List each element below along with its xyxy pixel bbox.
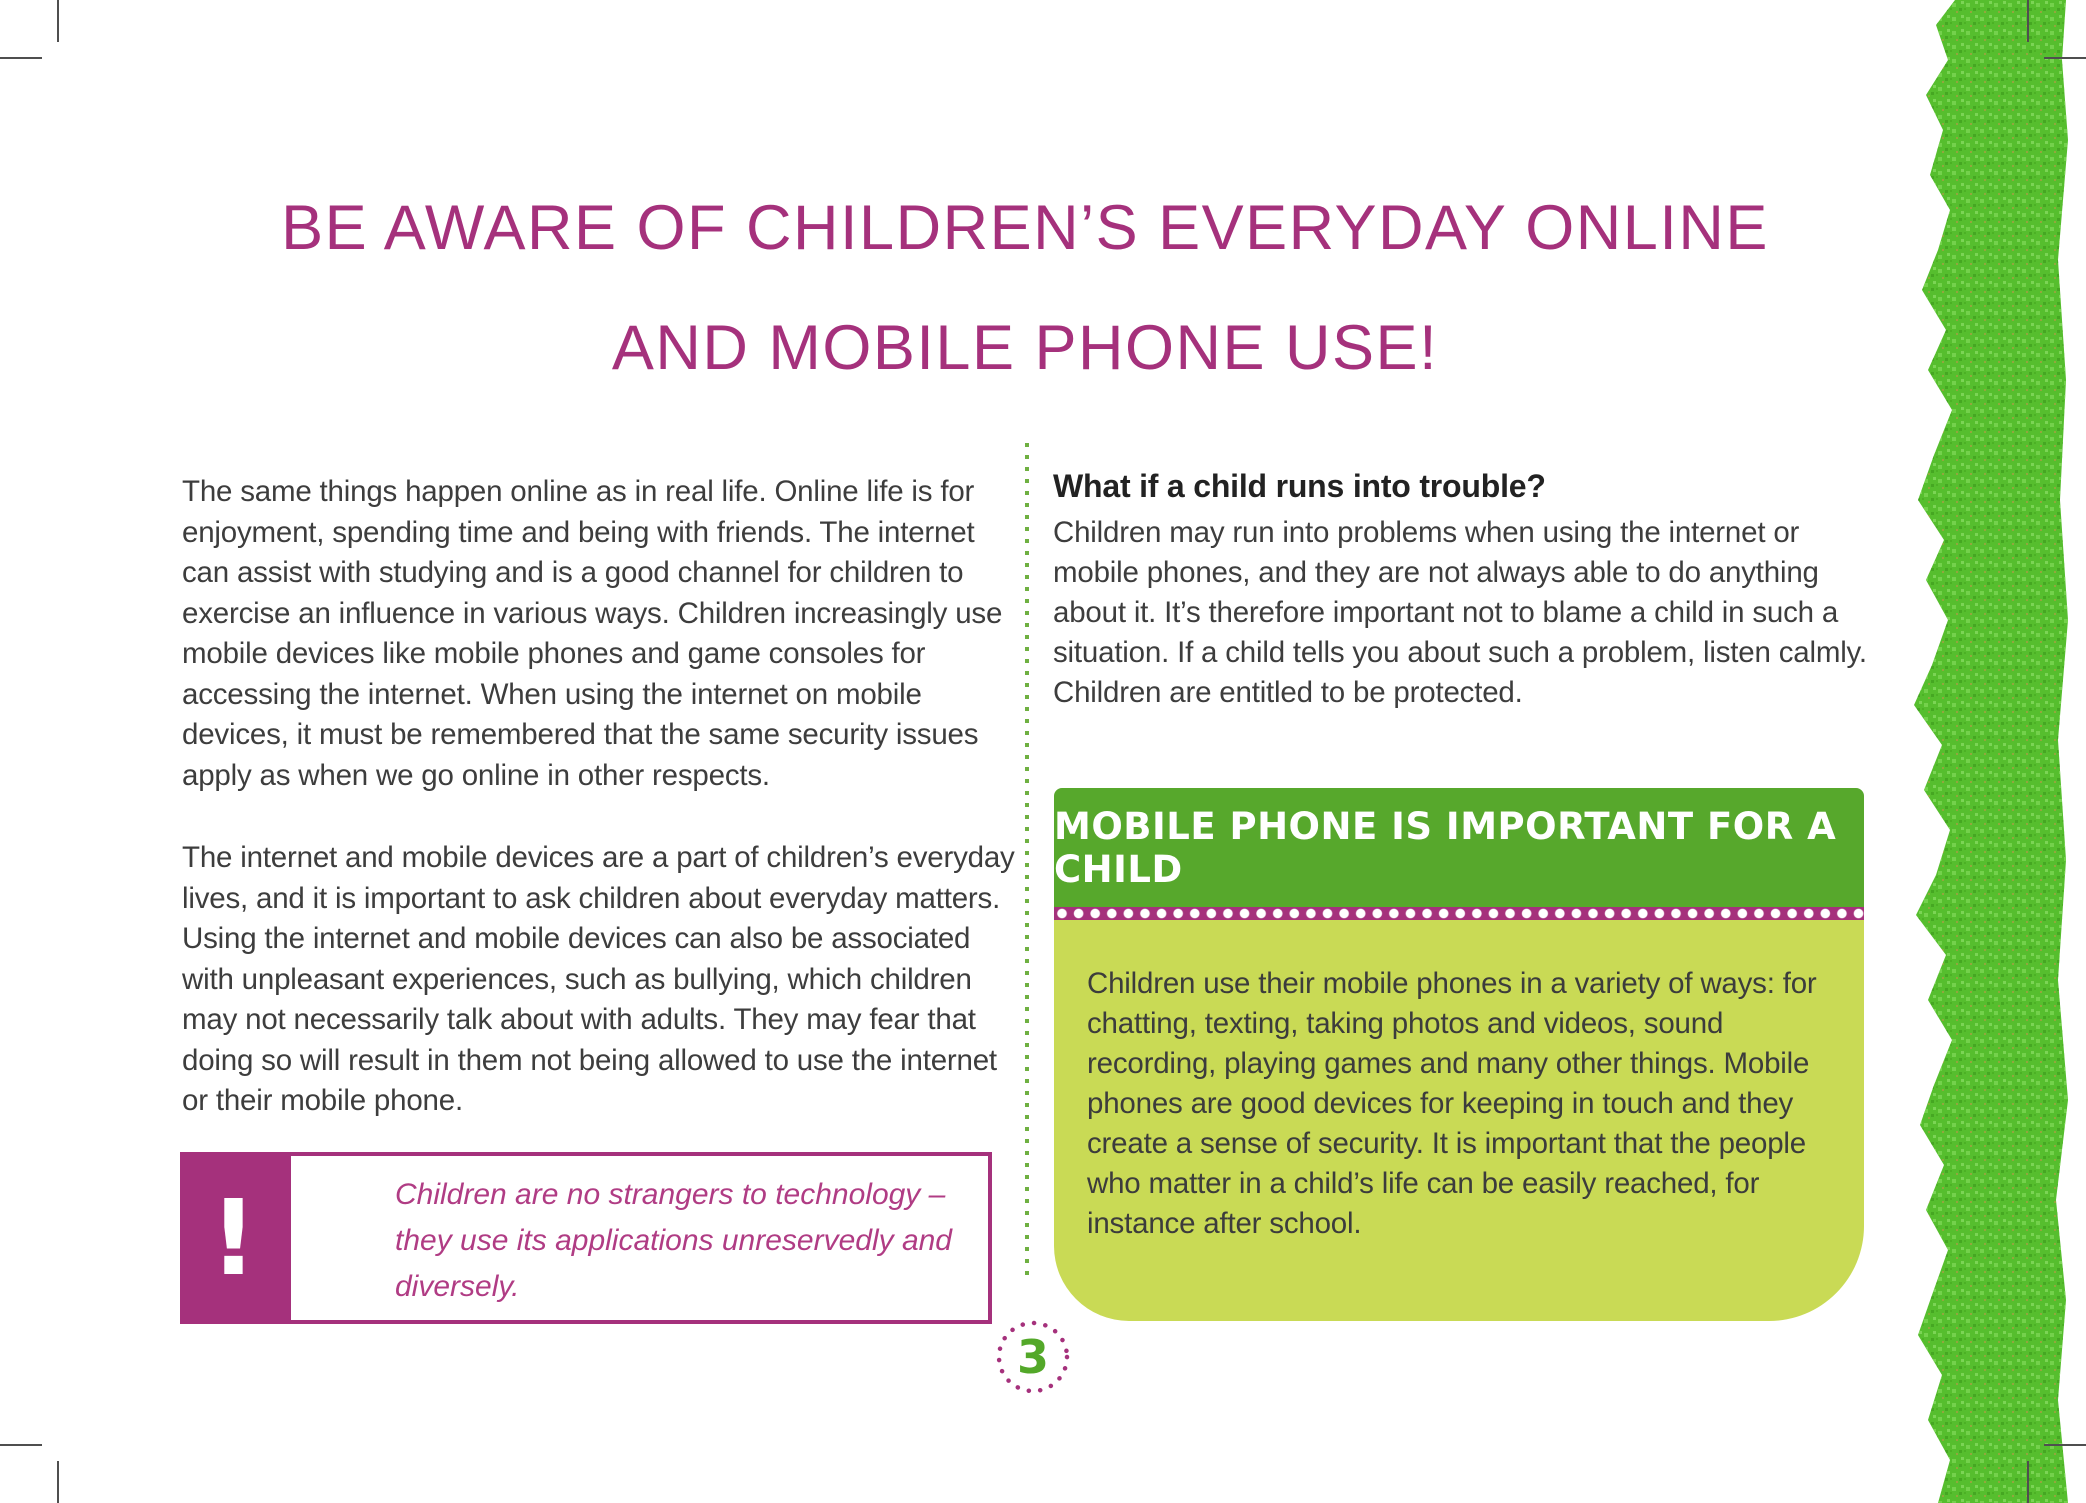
page-title-line2: AND MOBILE PHONE USE! [611, 313, 1439, 383]
crop-mark-top-left-h [0, 57, 42, 59]
page-number: 3 [1016, 1330, 1049, 1384]
left-column [182, 472, 1024, 1164]
page-title [180, 168, 1870, 408]
crop-mark-top-left-v [57, 0, 59, 42]
right-heading: What if a child runs into trouble? [1053, 468, 1546, 504]
exclamation-icon: ! [180, 1152, 287, 1324]
crop-mark-bottom-left-h [0, 1444, 42, 1446]
callout-box [180, 1152, 992, 1324]
dotted-column-divider [1025, 443, 1029, 1283]
crop-mark-top-right-v [2027, 0, 2029, 42]
info-box-header: MOBILE PHONE IS IMPORTANT FOR A CHILD [1054, 788, 1864, 907]
left-paragraph-1: The same things happen online as in real life. Online life is for enjoyment, spending time and being with friends. The internet can assist with studying and is a good channel for children to exercise an influence in various ways. Children increasingly use mobile devices like mobile phones and game consoles for accessing the internet. When using the internet on mobile devices, it must be remembered that the same security issues apply as when we go online in other respects. [182, 475, 1003, 792]
left-paragraph-2: The internet and mobile devices are a part of children’s everyday lives, and it is important to ask children about everyday matters. Using the internet and mobile devices can also be associated with unpleasant experiences, such as bullying, which children may not necessarily talk about with adults. They may fear that doing so will result in them not being allowed to use the internet or their mobile phone. [182, 841, 1015, 1117]
page-title-line1: BE AWARE OF CHILDREN’S EVERYDAY ONLINE [281, 193, 1769, 263]
crop-mark-bottom-right-h [2044, 1444, 2086, 1446]
info-box-body: Children use their mobile phones in a variety of ways: for chatting, texting, taking photos and videos, sound recording, playing games and many other things. Mobile phones are good devices for keeping in touch and they create a sense of security. It is important that the people who matter in a child’s life can be easily reached, for instance after school. [1054, 920, 1864, 1321]
crop-mark-bottom-left-v [57, 1461, 59, 1503]
dotted-divider [1054, 907, 1864, 920]
page-number-badge [995, 1319, 1071, 1395]
crop-mark-bottom-right-v [2027, 1461, 2029, 1503]
green-texture-strip [1908, 0, 2086, 1503]
crop-mark-top-right-h [2044, 57, 2086, 59]
callout-text: Children are no strangers to technology – they use its applications unreservedly and diversely. [287, 1152, 992, 1324]
right-paragraph: Children may run into problems when using the internet or mobile phones, and they are not always able to do anything about it. It’s therefore important not to blame a child in such a situation. If a child tells you about such a problem, listen calmly. Children are entitled to be protected. [1053, 516, 1867, 709]
mobile-phone-info-box [1054, 788, 1864, 1321]
